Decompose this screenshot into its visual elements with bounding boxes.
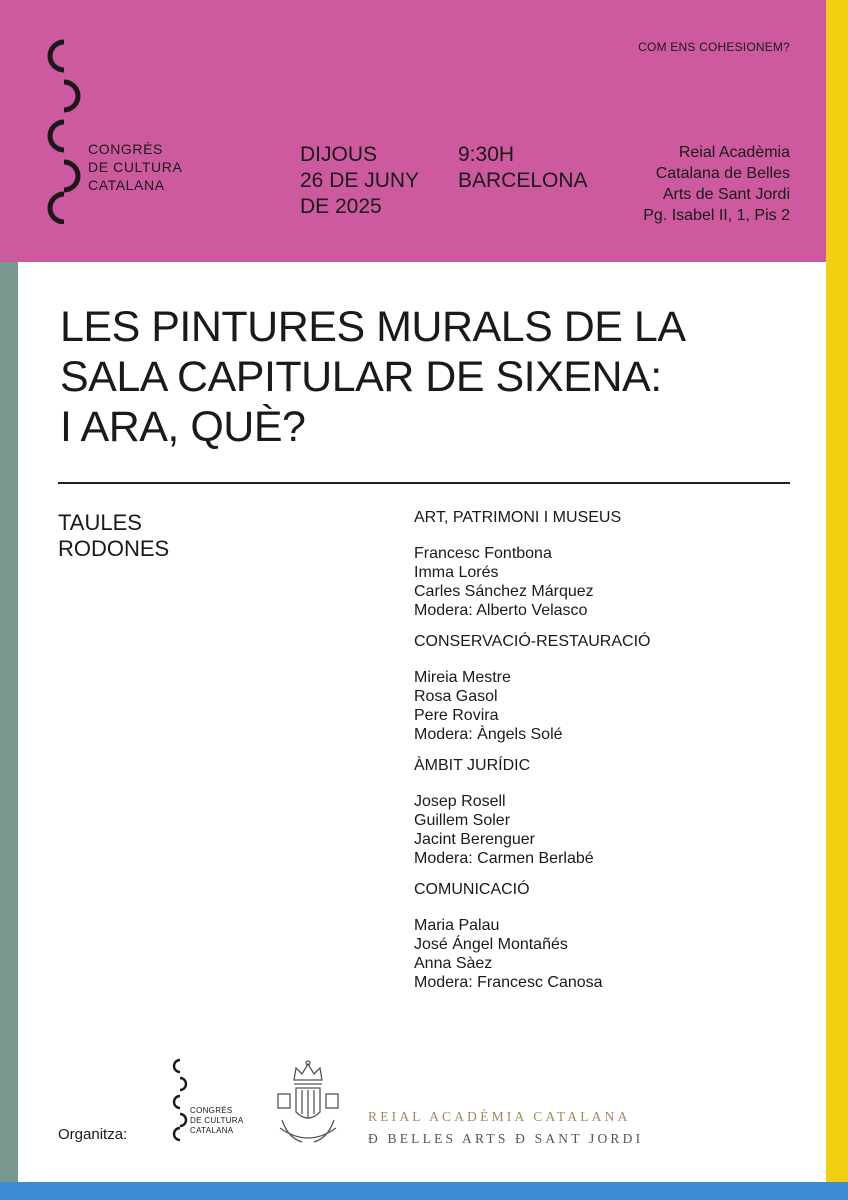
logo-line: CONGRÉS	[88, 141, 163, 157]
left-color-stripe	[0, 262, 18, 1182]
panel-people	[414, 792, 814, 868]
logo-line: DE CULTURA	[88, 159, 183, 175]
organizer-label: Organitza:	[58, 1126, 128, 1143]
moderator: Modera: Carmen Berlabé	[414, 850, 594, 867]
academy-name	[368, 1106, 643, 1150]
academy-name-line: REIAL ACADÈMIA CATALANA	[368, 1109, 631, 1124]
panelist: Imma Lorés	[414, 564, 499, 581]
panelist: Anna Sàez	[414, 955, 493, 972]
congres-small-logo-icon	[168, 1058, 192, 1142]
section-title	[58, 510, 169, 562]
moderator: Modera: Alberto Velasco	[414, 602, 588, 619]
panel	[414, 756, 814, 868]
title-line: SALA CAPITULAR DE SIXENA:	[60, 353, 662, 401]
panel	[414, 632, 814, 744]
congres-logo-icon	[36, 38, 100, 224]
right-color-stripe	[826, 0, 848, 1182]
small-logo-line: CATALANA	[190, 1126, 234, 1135]
logo-line: CATALANA	[88, 177, 165, 193]
panelist: Pere Rovira	[414, 707, 499, 724]
panelist: Jacint Berenguer	[414, 831, 535, 848]
panelist: Rosa Gasol	[414, 688, 498, 705]
panelist: Guillem Soler	[414, 812, 511, 829]
tagline: COM ENS COHESIONEM?	[638, 40, 790, 54]
panelist: Josep Rosell	[414, 793, 506, 810]
city-line: BARCELONA	[458, 169, 588, 192]
venue-line: Pg. Isabel II, 1, Pis 2	[643, 207, 790, 224]
venue-line: Reial Acadèmia	[678, 144, 790, 161]
title-line: I ARA, QUÈ?	[60, 403, 306, 451]
panel-name: ART, PATRIMONI I MUSEUS	[414, 509, 622, 526]
time-line: 9:30H	[458, 143, 515, 166]
panel-name: ÀMBIT JURÍDIC	[414, 757, 531, 774]
event-date	[300, 142, 419, 220]
title-line: LES PINTURES MURALS DE LA	[60, 303, 686, 351]
section-title-line: RODONES	[58, 536, 170, 561]
small-logo-line: CONGRÉS	[190, 1106, 233, 1115]
event-time-place	[458, 142, 588, 194]
moderator: Modera: Francesc Canosa	[414, 974, 603, 991]
title-divider	[58, 482, 790, 484]
moderator: Modera: Àngels Solé	[414, 726, 563, 743]
congres-small-logo-text	[190, 1106, 244, 1136]
panel	[414, 880, 814, 992]
page-title	[60, 302, 800, 452]
panel-people	[414, 916, 814, 992]
panelist: José Ángel Montañés	[414, 936, 568, 953]
panel-name: COMUNICACIÓ	[414, 881, 530, 898]
panelist: Carles Sánchez Márquez	[414, 583, 594, 600]
congres-logo-text	[88, 140, 182, 194]
panel	[414, 508, 814, 620]
panelist: Maria Palau	[414, 917, 500, 934]
panel-people	[414, 544, 814, 620]
small-logo-line: DE CULTURA	[190, 1116, 244, 1125]
panel-list	[414, 508, 814, 1004]
venue-line: Catalana de Belles	[655, 165, 790, 182]
date-line: DE 2025	[300, 195, 382, 218]
panel-name: CONSERVACIÓ-RESTAURACIÓ	[414, 633, 651, 650]
bottom-color-stripe	[0, 1182, 848, 1200]
panel-people	[414, 668, 814, 744]
event-venue	[600, 142, 790, 226]
panelist: Mireia Mestre	[414, 669, 511, 686]
panelist: Francesc Fontbona	[414, 545, 552, 562]
academy-crest-icon	[272, 1058, 344, 1150]
section-title-line: TAULES	[58, 510, 142, 535]
academy-name-line: Đ BELLES ARTS Đ SANT JORDI	[368, 1131, 644, 1146]
venue-line: Arts de Sant Jordi	[662, 186, 790, 203]
date-line: DIJOUS	[300, 143, 378, 166]
date-line: 26 DE JUNY	[300, 169, 420, 192]
